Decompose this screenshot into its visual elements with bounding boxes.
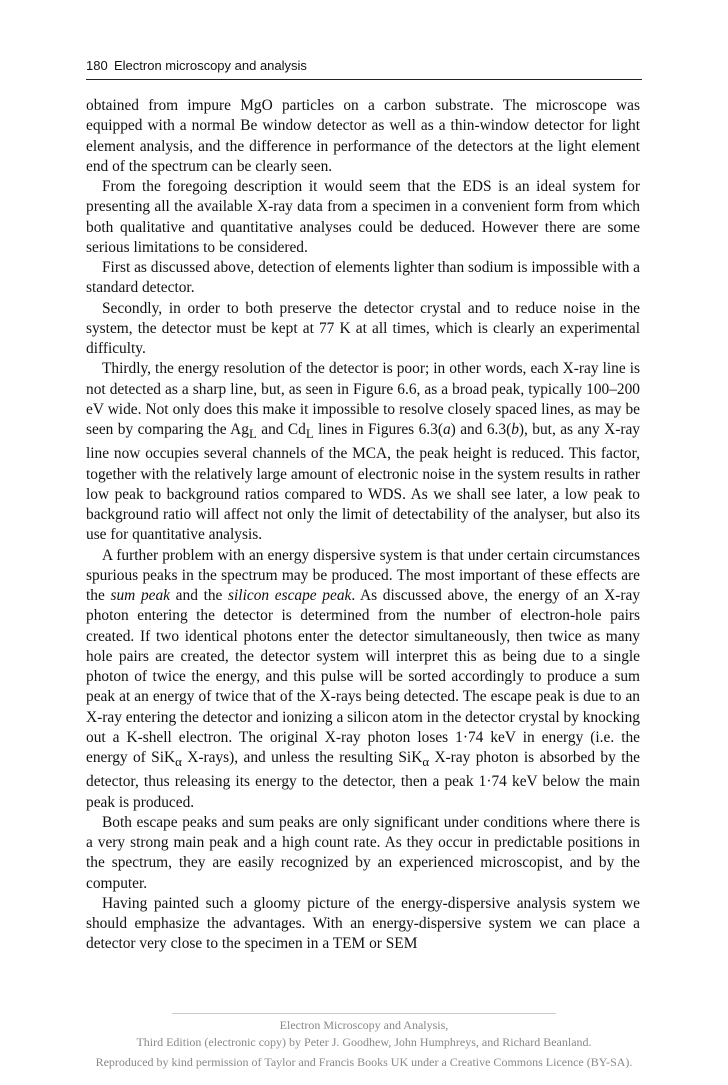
paragraph-third-limitation: Thirdly, the energy resolution of the detector is poor; in other words, each X-ray line is not detected as a sharp line, but, as seen in Figure 6.6, as a broad peak, typically 100–200 eV wide. Not only does this make it impossible to resolve closely spaced lines, as may be seen by comparing the $Ag_L$ and $Cd_L$ lines in Figures 6.3(a) and 6.3(b), but, as any X-ray line now occupies several channels of the MCA, the peak height is reduced. This factor, together with the relatively large amount of electronic noise in the system results in rather low peak to background ratios compared to WDS. As we shall see later, a low peak to background ratio will affect not only the limit of detectability of the analyser, but also its use for quantitative analysis.	[86, 360, 640, 544]
paragraph-spurious-peaks: A further problem with an energy dispersive system is that under certain circumstances spurious peaks in the spectrum may be produced. The most important of these effects are the sum peak and the silicon escape peak. As discussed above, the energy of an X-ray photon entering the detector is determined from the number of electron-hole pairs created. If two identical photons enter the detector simultaneously, then twice as many hole pairs are created, the detector system will interpret this as being due to a single photon of twice the energy, and this pulse will be sorted accordingly to produce a sum peak at an energy of twice that of the X-rays being detected. The escape peak is due to an X-ray entering the detector and ionizing a silicon atom in the detector crystal by knocking out a K-shell electron. The original X-ray photon loses 1·74 keV in energy (i.e. the energy of SiK$_\alpha$ X-rays), and unless the resulting SiK$_\alpha$ X-ray photon is absorbed by the detector, thus releasing its energy to the detector, then a peak 1·74 keV below the main peak is produced.	[86, 546, 641, 811]
paragraph-continued: obtained from impure MgO particles on a carbon substrate. The microscope was equipped with a normal Be window detector as well as a thin-window detector for light element analysis, and the difference in performance of the detectors at the light element end of the spectrum can be clearly seen.	[86, 97, 640, 175]
paragraph-advantages: Having painted such a gloomy picture of the energy-dispersive analysis system we should emphasize the advantages. With an energy-dispersive system we can place a detector very close to the specimen in a TEM or SEM	[86, 894, 640, 953]
page-number: 180	[86, 58, 108, 73]
header-divider	[86, 79, 642, 80]
paragraph-first-limitation: First as discussed above, detection of elements lighter than sodium is impossible with a standard detector.	[86, 259, 640, 297]
figure-ref-italic: b	[511, 421, 519, 438]
footer-book-title: Electron Microscopy and Analysis,	[279, 1018, 449, 1032]
footer-edition: Third Edition (electronic copy) by Peter J. Goodhew, John Humphreys, and Richard Beanland.	[136, 1035, 592, 1049]
paragraph-eds-description: From the foregoing description it would seem that the EDS is an ideal system for presenting all the available X-ray data from a specimen in a convenient form from which both qualitative and quantitative analyses could be deduced. However there are some serious limitations to be considered.	[86, 178, 640, 256]
term-italic: silicon escape peak	[228, 587, 352, 605]
footer-divider	[172, 1013, 556, 1014]
subscript: L	[305, 427, 314, 442]
figure-ref-italic: a	[442, 421, 451, 438]
subscript: α	[422, 755, 430, 770]
page-header	[86, 58, 642, 78]
running-title: Electron microscopy and analysis	[114, 58, 307, 73]
paragraph-second-limitation: Secondly, in order to both preserve the detector crystal and to reduce noise in the system, the detector must be kept at 77 K at all times, which is clearly an experimental difficulty.	[86, 299, 640, 357]
footer-license: Reproduced by kind permission of Taylor and Francis Books UK under a Creative Commons Licence (BY-SA).	[95, 1055, 633, 1069]
paragraph-escape-sum-peaks: Both escape peaks and sum peaks are only significant under conditions where there is a very strong main peak and a high count rate. As they occur in predictable positions in the spectrum, they are easily recognized by an experienced microscopist, and by the computer.	[86, 813, 640, 892]
subscript: L	[248, 427, 257, 442]
term-italic: sum peak	[110, 587, 171, 605]
body-text	[86, 96, 640, 955]
subscript: α	[175, 755, 182, 770]
